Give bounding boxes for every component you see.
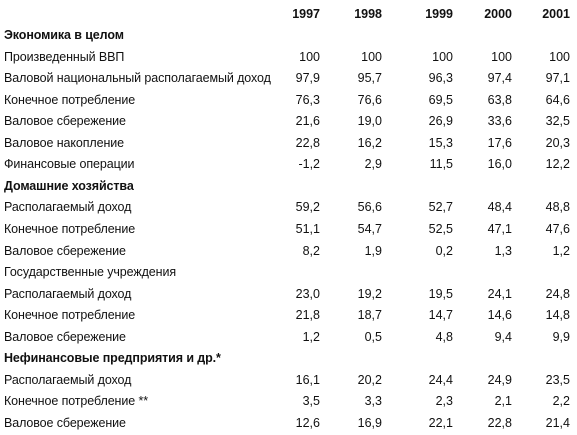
table-cell: 97,1 (545, 71, 570, 86)
table-cell: 47,6 (545, 221, 570, 236)
table-cell: 22,8 (295, 135, 320, 150)
table-row (0, 47, 577, 68)
table-cell: 14,7 (428, 308, 453, 323)
table-cell: 2,1 (494, 394, 512, 409)
table-cell: 4,8 (435, 329, 453, 344)
table-cell: -1,2 (298, 157, 320, 172)
table-cell: 0,2 (435, 243, 453, 258)
table-cell: 22,8 (487, 415, 512, 430)
table-cell: 16,1 (295, 372, 320, 387)
table-cell: 19,5 (428, 286, 453, 301)
table-cell: 11,5 (429, 157, 453, 172)
year-header: 1997 (292, 7, 320, 21)
table-cell: 100 (299, 49, 320, 64)
section-header-row (0, 348, 577, 369)
section-title: Экономика в целом (4, 28, 124, 42)
table-row (0, 305, 577, 326)
table-cell: 3,5 (302, 394, 320, 409)
section-header-row (0, 176, 577, 197)
table-cell: 100 (361, 49, 382, 64)
table-cell: 19,0 (357, 114, 382, 129)
table-cell: 16,0 (487, 157, 512, 172)
table-cell: 20,2 (357, 372, 382, 387)
table-row (0, 197, 577, 218)
table-cell: 32,5 (545, 114, 570, 129)
row-label: Валовое сбережение (4, 243, 126, 258)
table-cell: 3,3 (364, 394, 382, 409)
row-label: Конечное потребление ** (4, 394, 148, 409)
table-cell: 17,6 (487, 135, 512, 150)
table-row (0, 391, 577, 412)
row-label: Располагаемый доход (4, 200, 132, 215)
section-title: Домашние хозяйства (4, 178, 134, 193)
table-row (0, 68, 577, 89)
table-cell: 21,8 (295, 308, 320, 323)
table-row (0, 413, 577, 434)
row-label: Конечное потребление (4, 221, 136, 236)
subsection-header-row (0, 262, 577, 283)
table-cell: 21,4 (545, 415, 570, 430)
table-cell: 24,1 (487, 286, 512, 301)
table-cell: 16,2 (357, 135, 382, 150)
year-header: 2000 (484, 7, 512, 21)
table-cell: 9,9 (552, 329, 570, 344)
table-cell: 26,9 (428, 114, 453, 129)
table-cell: 0,5 (364, 329, 382, 344)
table-row (0, 90, 577, 111)
table-cell: 2,9 (364, 157, 382, 172)
row-label: Валовое накопление (4, 135, 125, 150)
row-label: Валовой национальный располагаемый доход (4, 71, 271, 86)
table-cell: 76,6 (357, 92, 382, 107)
year-header: 1999 (425, 7, 453, 21)
table-cell: 16,9 (357, 415, 382, 430)
table-cell: 23,0 (295, 286, 320, 301)
row-label: Валовое сбережение (4, 415, 126, 430)
table-cell: 52,5 (428, 221, 453, 236)
year-header: 1998 (354, 7, 382, 21)
table-cell: 24,8 (545, 286, 570, 301)
table-row (0, 133, 577, 154)
table-cell: 1,3 (494, 243, 512, 258)
table-cell: 18,7 (357, 308, 382, 323)
table-cell: 1,2 (552, 243, 570, 258)
table-cell: 14,6 (487, 308, 512, 323)
year-header: 2001 (542, 7, 570, 21)
table-cell: 96,3 (428, 71, 453, 86)
table-row (0, 284, 577, 305)
table-cell: 1,9 (364, 243, 382, 258)
table-cell: 100 (432, 49, 453, 64)
row-label: Валовое сбережение (4, 329, 126, 344)
table-cell: 23,5 (545, 372, 570, 387)
table-cell: 48,8 (545, 200, 570, 215)
table-cell: 21,6 (295, 114, 320, 129)
table-cell: 12,6 (295, 415, 320, 430)
row-label: Располагаемый доход (4, 372, 132, 387)
table-cell: 20,3 (545, 135, 570, 150)
section-title: Государственные учреждения (4, 265, 176, 280)
table-cell: 33,6 (487, 114, 512, 129)
table-cell: 9,4 (494, 329, 512, 344)
table-row (0, 327, 577, 348)
section-header-row (0, 25, 577, 46)
table-cell: 51,1 (295, 221, 320, 236)
table-cell: 14,8 (545, 308, 570, 323)
table-cell: 54,7 (357, 221, 382, 236)
table-cell: 22,1 (428, 415, 453, 430)
row-label: Располагаемый доход (4, 286, 132, 301)
table-cell: 8,2 (302, 243, 320, 258)
table-cell: 100 (491, 49, 512, 64)
table-cell: 95,7 (357, 71, 382, 86)
row-label: Произведенный ВВП (4, 49, 125, 64)
table-cell: 59,2 (295, 200, 320, 215)
table-cell: 64,6 (545, 92, 570, 107)
row-label: Валовое сбережение (4, 114, 126, 129)
table-cell: 15,3 (428, 135, 453, 150)
table-cell: 56,6 (357, 200, 382, 215)
table-cell: 63,8 (487, 92, 512, 107)
table-row (0, 219, 577, 240)
table-cell: 69,5 (428, 92, 453, 107)
row-label: Конечное потребление (4, 308, 136, 323)
table-row (0, 111, 577, 132)
table-row (0, 154, 577, 175)
table-cell: 19,2 (357, 286, 382, 301)
table-cell: 76,3 (295, 92, 320, 107)
table-cell: 2,3 (435, 394, 453, 409)
row-label: Конечное потребление (4, 92, 136, 107)
year-header-row (0, 4, 577, 25)
table-row (0, 241, 577, 262)
table-cell: 12,2 (545, 157, 570, 172)
section-title: Нефинансовые предприятия и др.* (4, 351, 221, 366)
table-cell: 97,9 (295, 71, 320, 86)
table-cell: 2,2 (552, 394, 570, 409)
table-cell: 1,2 (302, 329, 320, 344)
table-cell: 97,4 (487, 71, 512, 86)
table-cell: 52,7 (428, 200, 453, 215)
table-cell: 100 (549, 49, 570, 64)
table-row (0, 370, 577, 391)
row-label: Финансовые операции (4, 157, 135, 172)
table-cell: 48,4 (487, 200, 512, 215)
table-cell: 24,9 (487, 372, 512, 387)
table-cell: 24,4 (428, 372, 453, 387)
table-cell: 47,1 (487, 221, 512, 236)
